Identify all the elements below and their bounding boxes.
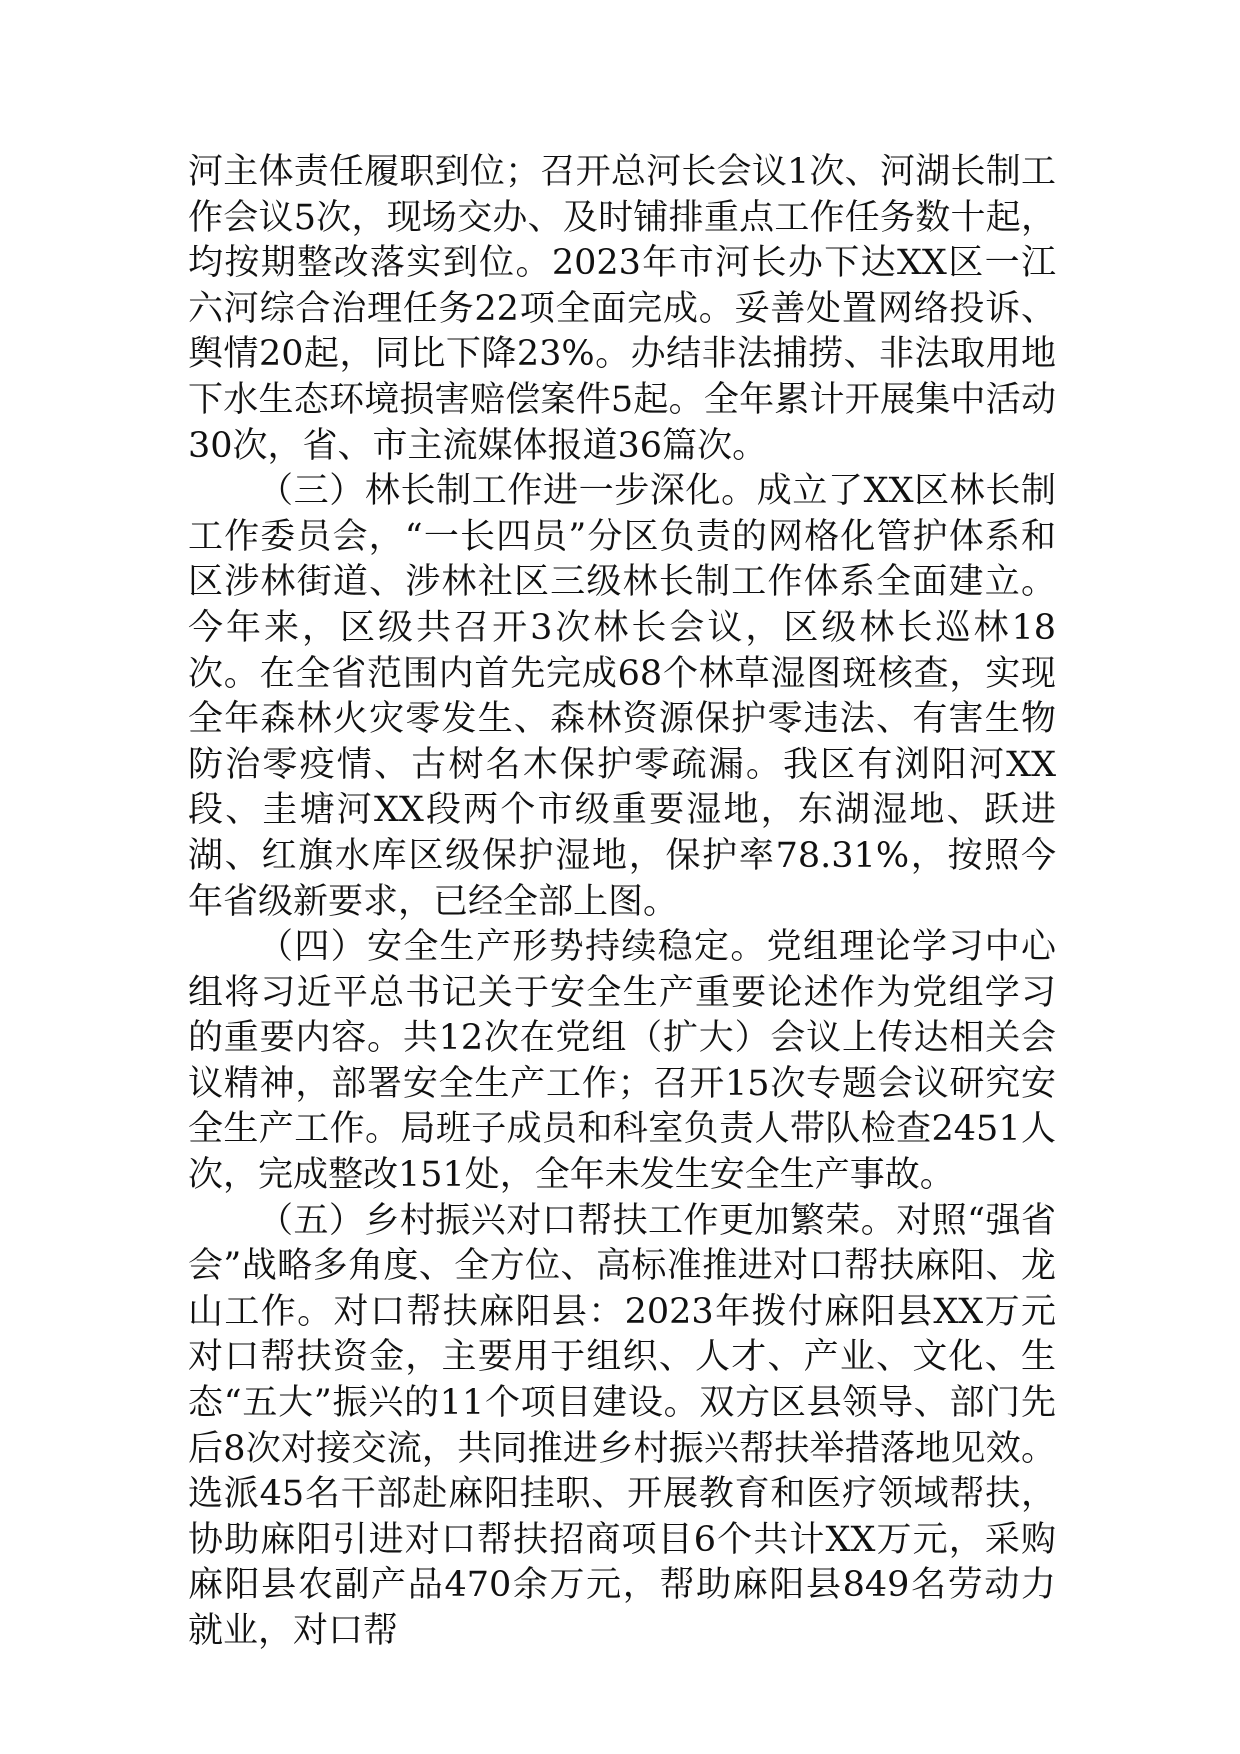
document-body bbox=[188, 150, 1056, 1655]
paragraph-production-safety: （四）安全生产形势持续稳定。党组理论学习中心组将习近平总书记关于安全生产重要论述作为党组学习的重要内容。共12次在党组（扩大）会议上传达相关会议精神，部署安全生产工作；召开15次专题会议研究安全生产工作。局班子成员和科室负责人带队检查2451人次，完成整改151处，全年未发生安全生产事故。 bbox=[188, 927, 1056, 1196]
paragraph-river-chief-continued: 河主体责任履职到位；召开总河长会议1次、河湖长制工作会议5次，现场交办、及时铺排重点工作任务数十起，均按期整改落实到位。2023年市河长办下达XX区一江六河综合治理任务22项全面完成。妥善处置网络投诉、舆情20起，同比下降23%。办结非法捕捞、非法取用地下水生态环境损害赔偿案件5起。全年累计开展集中活动30次，省、市主流媒体报道36篇次。 bbox=[188, 152, 1056, 466]
paragraph-rural-revitalization: （五）乡村振兴对口帮扶工作更加繁荣。对照“强省会”战略多角度、全方位、高标准推进对口帮扶麻阳、龙山工作。对口帮扶麻阳县：2023年拨付麻阳县XX万元对口帮扶资金，主要用于组织、人才、产业、文化、生态“五大”振兴的11个项目建设。双方区县领导、部门先后8次对接交流，共同推进乡村振兴帮扶举措落地见效。选派45名干部赴麻阳挂职、开展教育和医疗领域帮扶，协助麻阳引进对口帮扶招商项目6个共计XX万元，采购麻阳县农副产品470余万元，帮助麻阳县849名劳动力就业，对口帮 bbox=[188, 1200, 1056, 1651]
paragraph-forest-chief: （三）林长制工作进一步深化。成立了XX区林长制工作委员会，“一长四员”分区负责的网格化管护体系和区涉林街道、涉林社区三级林长制工作体系全面建立。今年来，区级共召开3次林长会议，区级林长巡林18次。在全省范围内首先完成68个林草湿图斑核查，实现全年森林火灾零发生、森林资源保护零违法、有害生物防治零疫情、古树名木保护零疏漏。我区有浏阳河XX段、圭塘河XX段两个市级重要湿地，东湖湿地、跃进湖、红旗水库区级保护湿地，保护率78.31%，按照今年省级新要求，已经全部上图。 bbox=[188, 471, 1056, 922]
